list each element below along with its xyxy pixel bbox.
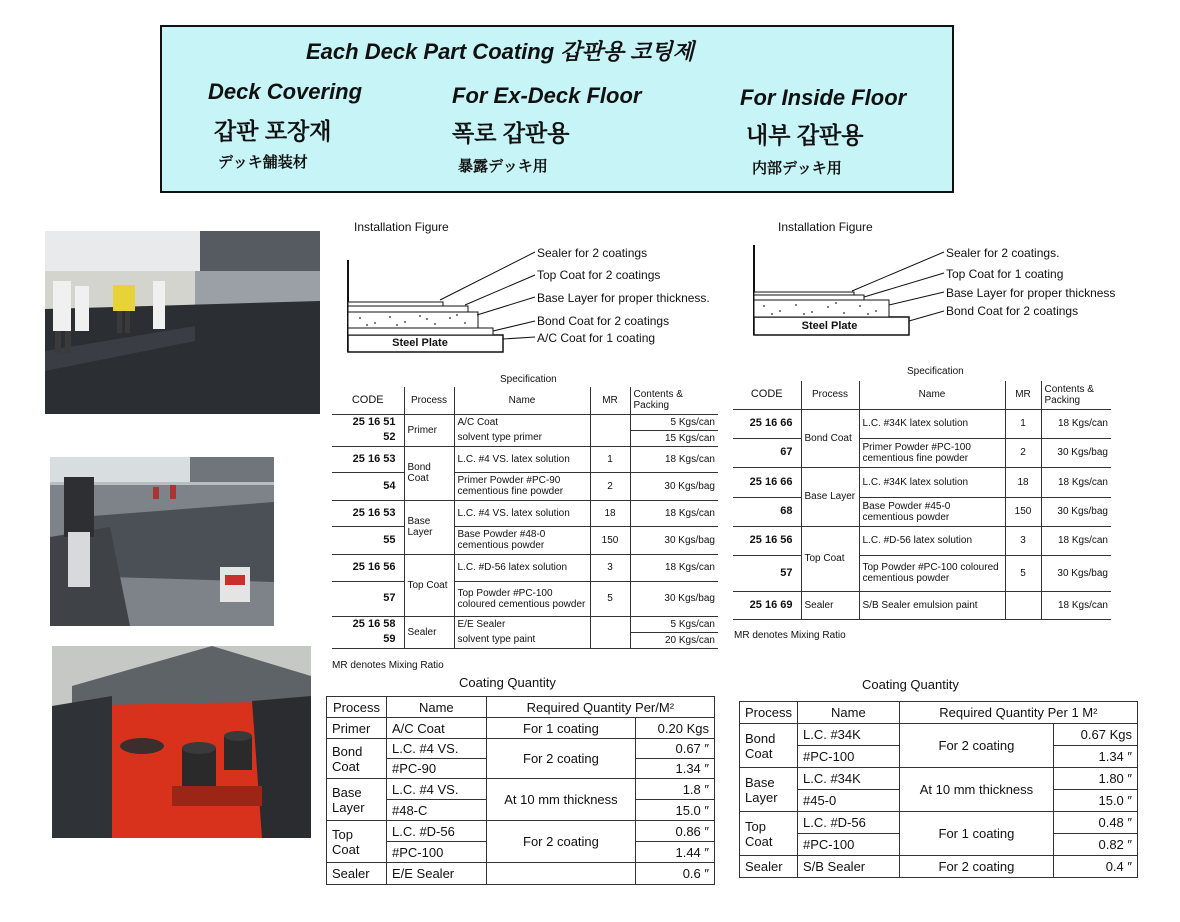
photo-ex-deck-floor [50, 457, 274, 626]
table-row [740, 856, 1138, 878]
required-cell: At 10 mm thickness [486, 779, 636, 821]
left-steel-plate: Steel Plate [392, 337, 448, 349]
process-cell: Base Layer [801, 467, 859, 526]
qty-cell: 1.34 ″ [1054, 746, 1138, 768]
name-cell: Primer Powder #PC-100 cementious fine powder [859, 438, 1005, 467]
right-steel-plate: Steel Plate [801, 320, 858, 332]
name-cell: E/E Sealer [454, 616, 590, 632]
name-cell: Base Powder #45-0 cementious powder [859, 497, 1005, 526]
right-spec-footnote: MR denotes Mixing Ratio [734, 630, 846, 641]
pack-cell: 30 Kgs/bag [1041, 438, 1111, 467]
name-cell: solvent type paint [454, 632, 590, 648]
qty-cell: 1.34 ″ [636, 759, 715, 779]
deck-covering-title: Deck Covering [208, 79, 363, 104]
table-row [327, 739, 715, 759]
code-cell: 25 16 58 [352, 617, 396, 630]
code-cell: 54 [332, 472, 404, 500]
process-cell: Top Coat [404, 554, 454, 616]
pack-cell: 18 Kgs/can [630, 446, 718, 472]
qty-cell: 0.4 ″ [1054, 856, 1138, 878]
header-mr: MR [1005, 381, 1041, 409]
left-quantity-table [326, 696, 715, 885]
mr-cell [590, 616, 630, 648]
header-process: Process [404, 387, 454, 414]
code-cell: 25 16 53 [332, 446, 404, 472]
pack-cell: 15 Kgs/can [630, 430, 718, 446]
pack-cell: 30 Kgs/bag [630, 581, 718, 616]
mr-cell: 18 [1005, 467, 1041, 497]
pack-cell: 18 Kgs/can [1041, 409, 1111, 438]
qty-cell: 0.48 ″ [1054, 812, 1138, 834]
name-cell: L.C. #4 VS. [386, 779, 486, 800]
header-process: Process [327, 697, 387, 718]
deck-covering-korean: 갑판 포장재 [214, 118, 332, 144]
table-row [332, 472, 718, 500]
header-banner [160, 25, 954, 193]
code-cell: 55 [332, 526, 404, 554]
name-cell: Primer Powder #PC-90 cementious fine powder [454, 472, 590, 500]
code-cell: 25 16 56 [332, 554, 404, 581]
code-cell: 67 [733, 438, 801, 467]
name-cell: #45-0 [797, 790, 899, 812]
qty-cell: 0.6 ″ [636, 863, 715, 885]
mr-cell: 3 [1005, 526, 1041, 555]
header-process: Process [740, 702, 798, 724]
table-header-row [733, 381, 1111, 409]
table-row [332, 446, 718, 472]
header-contents: Contents & Packing [1041, 381, 1111, 409]
table-row [740, 724, 1138, 746]
pack-cell: 30 Kgs/bag [1041, 555, 1111, 591]
header-name: Name [797, 702, 899, 724]
right-quantity-table [739, 701, 1138, 878]
ex-deck-floor-japanese: 暴露デッキ用 [458, 158, 548, 175]
qty-cell: 15.0 ″ [636, 800, 715, 821]
name-cell: Base Powder #48-0 cementious powder [454, 526, 590, 554]
right-figure-title: Installation Figure [778, 220, 873, 234]
table-row [733, 526, 1111, 555]
table-row [332, 414, 718, 430]
pack-cell: 30 Kgs/bag [1041, 497, 1111, 526]
process-cell: Bond Coat [740, 724, 798, 768]
pack-cell: 18 Kgs/can [1041, 467, 1111, 497]
code-cell: 57 [733, 555, 801, 591]
code-cell: 25 16 66 [733, 409, 801, 438]
header-code: CODE [733, 381, 801, 409]
process-cell: Primer [327, 718, 387, 739]
table-row [733, 497, 1111, 526]
header-code: CODE [332, 387, 404, 414]
qty-cell: 0.67 Kgs [1054, 724, 1138, 746]
left-label-top-coat: Top Coat for 2 coatings [537, 268, 661, 282]
header-contents: Contents & Packing [630, 387, 718, 414]
name-cell: #48-C [386, 800, 486, 821]
process-cell: Top Coat [327, 821, 387, 863]
mr-cell: 150 [1005, 497, 1041, 526]
right-quantity-title: Coating Quantity [862, 677, 959, 692]
qty-cell: 1.80 ″ [1054, 768, 1138, 790]
name-cell: L.C. #D-56 [797, 812, 899, 834]
process-cell: Base Layer [740, 768, 798, 812]
mr-cell: 18 [590, 500, 630, 526]
ex-deck-floor-korean: 폭로 갑판용 [452, 120, 570, 146]
table-row [332, 526, 718, 554]
qty-cell: 1.8 ″ [636, 779, 715, 800]
mr-cell: 1 [1005, 409, 1041, 438]
process-cell: Bond Coat [327, 739, 387, 779]
mr-cell: 5 [1005, 555, 1041, 591]
qty-cell: 0.86 ″ [636, 821, 715, 842]
photo-deck-covering [45, 231, 320, 414]
required-cell: At 10 mm thickness [899, 768, 1054, 812]
name-cell: A/C Coat [386, 718, 486, 739]
table-row [733, 409, 1111, 438]
table-row [740, 768, 1138, 790]
ex-deck-floor-title: For Ex-Deck Floor [452, 83, 642, 108]
table-row [332, 500, 718, 526]
right-label-bond-coat: Bond Coat for 2 coatings [946, 304, 1079, 318]
left-label-base-layer: Base Layer for proper thickness. [537, 291, 710, 305]
header-name: Name [454, 387, 590, 414]
header-required: Required Quantity Per 1 M² [899, 702, 1137, 724]
process-cell: Sealer [404, 616, 454, 648]
name-cell: L.C. #34K latex solution [859, 467, 1005, 497]
name-cell: Top Powder #PC-100 coloured cementious powder [454, 581, 590, 616]
table-row [733, 555, 1111, 591]
table-row [332, 616, 718, 632]
header-name: Name [859, 381, 1005, 409]
required-cell: For 1 coating [486, 718, 636, 739]
name-cell: #PC-100 [386, 842, 486, 863]
table-row [327, 779, 715, 800]
pack-cell: 18 Kgs/can [630, 554, 718, 581]
qty-cell: 0.67 ″ [636, 739, 715, 759]
qty-cell: 0.20 Kgs [636, 718, 715, 739]
table-row [327, 821, 715, 842]
name-cell: L.C. #D-56 [386, 821, 486, 842]
table-row [332, 632, 718, 648]
left-installation-figure [345, 215, 730, 365]
table-row [740, 812, 1138, 834]
pack-cell: 30 Kgs/bag [630, 472, 718, 500]
mr-cell: 150 [590, 526, 630, 554]
process-cell: Bond Coat [404, 446, 454, 500]
table-row [332, 554, 718, 581]
code-cell: 25 16 53 [332, 500, 404, 526]
inside-floor-japanese: 内部デッキ用 [752, 160, 842, 177]
name-cell: S/B Sealer emulsion paint [859, 591, 1005, 619]
table-row [327, 718, 715, 739]
photo-inside-floor [52, 646, 311, 838]
left-label-ac-coat: A/C Coat for 1 coating [537, 331, 656, 345]
code-cell: 57 [332, 581, 404, 616]
right-installation-figure [752, 215, 1142, 345]
process-cell: Sealer [801, 591, 859, 619]
name-cell: #PC-90 [386, 759, 486, 779]
name-cell: S/B Sealer [797, 856, 899, 878]
pack-cell: 30 Kgs/bag [630, 526, 718, 554]
left-spec-footnote: MR denotes Mixing Ratio [332, 660, 444, 671]
pack-cell: 18 Kgs/can [630, 500, 718, 526]
process-cell: Top Coat [740, 812, 798, 856]
mr-cell [1005, 591, 1041, 619]
code-cell: 52 [332, 430, 404, 446]
required-cell: For 2 coating [899, 856, 1054, 878]
pack-cell: 20 Kgs/can [630, 632, 718, 648]
code-cell: 68 [733, 497, 801, 526]
banner-title: Each Deck Part Coating 갑판용 코팅제 [306, 39, 694, 64]
left-label-bond-coat: Bond Coat for 2 coatings [537, 314, 670, 328]
header-process: Process [801, 381, 859, 409]
left-figure-title: Installation Figure [354, 220, 449, 234]
mr-cell: 2 [1005, 438, 1041, 467]
qty-cell: 15.0 ″ [1054, 790, 1138, 812]
process-cell: Top Coat [801, 526, 859, 591]
left-quantity-title: Coating Quantity [459, 675, 556, 690]
name-cell: Top Powder #PC-100 coloured cementious powder [859, 555, 1005, 591]
table-row [332, 430, 718, 446]
table-header-row [327, 697, 715, 718]
inside-floor-title: For Inside Floor [740, 85, 907, 110]
qty-cell: 0.82 ″ [1054, 834, 1138, 856]
process-cell: Sealer [327, 863, 387, 885]
name-cell: L.C. #D-56 latex solution [859, 526, 1005, 555]
table-row [327, 863, 715, 885]
name-cell: solvent type primer [454, 430, 590, 446]
header-name: Name [386, 697, 486, 718]
header-mr: MR [590, 387, 630, 414]
mr-cell [590, 414, 630, 446]
pack-cell: 18 Kgs/can [1041, 591, 1111, 619]
name-cell: #PC-100 [797, 746, 899, 768]
left-spec-table [332, 387, 718, 649]
code-cell: 59 [332, 632, 404, 648]
code-cell: 25 16 51 [352, 415, 396, 428]
right-label-base-layer: Base Layer for proper thickness [946, 286, 1116, 300]
name-cell: E/E Sealer [386, 863, 486, 885]
left-spec-caption: Specification [500, 374, 557, 385]
pack-cell: 5 Kgs/can [630, 414, 718, 430]
process-cell: Base Layer [404, 500, 454, 554]
code-cell: 25 16 69 [733, 591, 801, 619]
table-row [733, 438, 1111, 467]
table-header-row [332, 387, 718, 414]
right-spec-caption: Specification [907, 366, 964, 377]
process-cell: Primer [404, 414, 454, 446]
table-row [733, 467, 1111, 497]
required-cell: For 1 coating [899, 812, 1054, 856]
table-row [733, 591, 1111, 619]
required-cell [486, 863, 636, 885]
name-cell: #PC-100 [797, 834, 899, 856]
mr-cell: 5 [590, 581, 630, 616]
mr-cell: 2 [590, 472, 630, 500]
qty-cell: 1.44 ″ [636, 842, 715, 863]
mr-cell: 1 [590, 446, 630, 472]
process-cell: Base Layer [327, 779, 387, 821]
name-cell: L.C. #4 VS. latex solution [454, 500, 590, 526]
table-header-row [740, 702, 1138, 724]
header-required: Required Quantity Per/M² [486, 697, 714, 718]
name-cell: L.C. #34K [797, 724, 899, 746]
name-cell: L.C. #34K [797, 768, 899, 790]
table-row [332, 581, 718, 616]
process-cell: Bond Coat [801, 409, 859, 467]
right-label-sealer: Sealer for 2 coatings. [946, 246, 1060, 260]
name-cell: A/C Coat [454, 414, 590, 430]
required-cell: For 2 coating [486, 739, 636, 779]
required-cell: For 2 coating [486, 821, 636, 863]
inside-floor-korean: 내부 갑판용 [746, 122, 864, 148]
code-cell: 25 16 66 [733, 467, 801, 497]
name-cell: L.C. #34K latex solution [859, 409, 1005, 438]
required-cell: For 2 coating [899, 724, 1054, 768]
left-label-sealer: Sealer for 2 coatings [537, 246, 648, 260]
name-cell: L.C. #4 VS. latex solution [454, 446, 590, 472]
mr-cell: 3 [590, 554, 630, 581]
name-cell: L.C. #4 VS. [386, 739, 486, 759]
pack-cell: 18 Kgs/can [1041, 526, 1111, 555]
right-label-top-coat: Top Coat for 1 coating [946, 267, 1064, 281]
name-cell: L.C. #D-56 latex solution [454, 554, 590, 581]
pack-cell: 5 Kgs/can [630, 616, 718, 632]
process-cell: Sealer [740, 856, 798, 878]
right-spec-table [733, 381, 1111, 620]
deck-covering-japanese: デッキ舗装材 [218, 154, 308, 171]
code-cell: 25 16 56 [733, 526, 801, 555]
